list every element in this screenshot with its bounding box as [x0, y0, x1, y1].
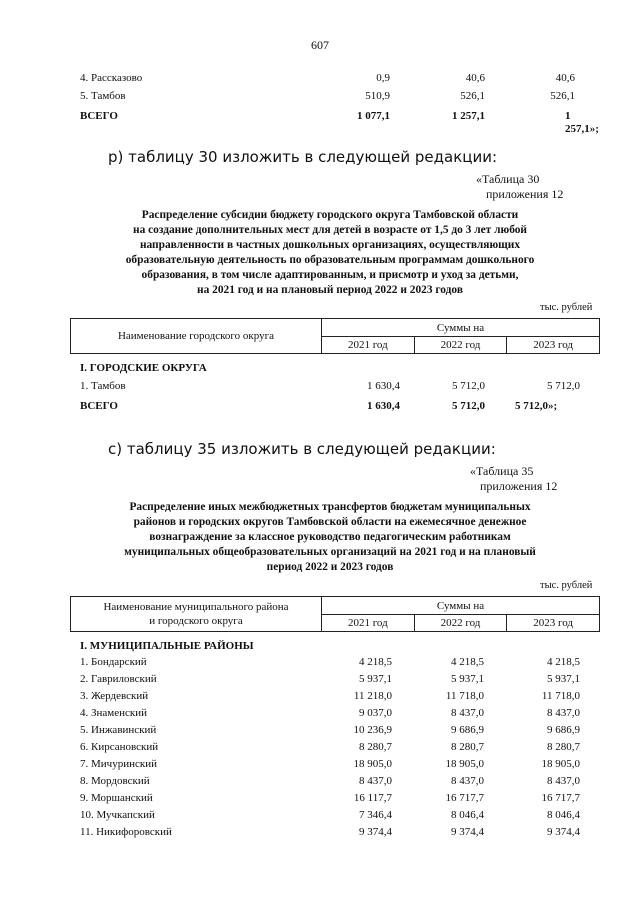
table-row-2023: 5 937,1 — [547, 673, 580, 685]
top-row-2023: 526,1 — [550, 90, 575, 102]
total-2021: 1 630,4 — [367, 400, 400, 412]
table-row-2023: 11 718,0 — [541, 690, 580, 702]
table-row-2021: 9 037,0 — [359, 707, 392, 719]
top-total-2022: 1 257,1 — [452, 110, 485, 122]
top-row-2023: 40,6 — [555, 72, 575, 84]
table-row-2021: 16 117,7 — [353, 792, 392, 804]
top-row-2022: 526,1 — [460, 90, 485, 102]
table-row-2021: 18 905,0 — [353, 758, 392, 770]
table-row-name: 6. Кирсановский — [80, 741, 159, 753]
header-name-col — [71, 597, 322, 632]
table-header-s — [70, 596, 600, 632]
table-row-2023: 8 437,0 — [547, 775, 580, 787]
table-row-2022: 16 717,7 — [445, 792, 484, 804]
table-row-name: 1. Тамбов — [80, 380, 126, 392]
total-2023: 5 712,0»; — [515, 400, 558, 412]
table-row-name: 8. Мордовский — [80, 775, 150, 787]
top-row-2021: 510,9 — [365, 90, 390, 102]
units-label: тыс. рублей — [540, 302, 593, 313]
table-row-2022: 8 437,0 — [451, 775, 484, 787]
table-row-2021: 11 218,0 — [353, 690, 392, 702]
title-line: период 2022 и 2023 годов — [266, 561, 394, 573]
title-line: на 2021 год и на плановый период 2022 и 2023 годов — [197, 284, 463, 296]
table-row-name: 4. Знаменский — [80, 707, 148, 719]
total-2022: 5 712,0 — [452, 400, 485, 412]
table-row-2023: 9 374,4 — [547, 826, 580, 838]
table-row-2022: 8 280,7 — [451, 741, 484, 753]
title-line: образовательную деятельность по образовательным программам дошкольного — [125, 254, 535, 266]
total-label: ВСЕГО — [80, 400, 118, 412]
table-row-2021: 8 437,0 — [359, 775, 392, 787]
title-line: направленности в частных дошкольных организациях, осуществляющих — [139, 239, 521, 251]
table-row-2021: 4 218,5 — [359, 656, 392, 668]
table-row-name: 7. Мичуринский — [80, 758, 157, 770]
top-total-2023: 1 257,1»; — [565, 110, 599, 135]
instruction-r: р) таблицу 30 изложить в следующей редакции: — [108, 148, 498, 166]
header-sums: Суммы на — [322, 319, 600, 337]
table-row-2021: 10 236,9 — [353, 724, 392, 736]
header-name-line: и городского округа — [149, 615, 243, 627]
top-row-2022: 40,6 — [465, 72, 485, 84]
title-line: образования, в том числе адаптированным, и присмотр и уход за детьми, — [141, 269, 519, 281]
table-row-2022: 5 937,1 — [451, 673, 484, 685]
header-2023: 2023 год — [507, 615, 600, 632]
title-line: муниципальных общеобразовательных организаций на 2021 год и на плановый — [124, 546, 536, 558]
header-2022: 2022 год — [414, 615, 507, 632]
table-row-2023: 8 280,7 — [547, 741, 580, 753]
table-row-2021: 1 630,4 — [367, 380, 400, 392]
table-row-name: 10. Мучкапский — [80, 809, 155, 821]
group-label: I. МУНИЦИПАЛЬНЫЕ РАЙОНЫ — [80, 640, 254, 652]
title-line: Распределение иных межбюджетных трансфертов бюджетам муниципальных — [129, 501, 531, 513]
table-title-r — [40, 208, 620, 298]
table-row-2022: 4 218,5 — [451, 656, 484, 668]
title-line: вознаграждение за классное руководство педагогическим работникам — [149, 531, 511, 543]
table-title-s — [40, 500, 620, 575]
table-ref-line2: приложения 12 — [486, 187, 564, 201]
header-2021: 2021 год — [322, 337, 415, 354]
title-line: Распределение субсидии бюджету городского округа Тамбовской области — [141, 209, 519, 221]
title-line: на создание дополнительных мест для детей в возрасте от 1,5 до 3 лет любой — [133, 224, 527, 236]
table-row-2022: 9 686,9 — [451, 724, 484, 736]
table-row-name: 5. Инжавинский — [80, 724, 157, 736]
table-row-2023: 8 437,0 — [547, 707, 580, 719]
top-row-name: 5. Тамбов — [80, 90, 126, 102]
header-2021: 2021 год — [322, 615, 415, 632]
table-row-2023: 16 717,7 — [541, 792, 580, 804]
header-2023: 2023 год — [507, 337, 600, 354]
table-header-r — [70, 318, 600, 354]
top-row-name: 4. Рассказово — [80, 72, 143, 84]
table-row-2022: 18 905,0 — [445, 758, 484, 770]
table-row-2023: 8 046,4 — [547, 809, 580, 821]
table-row-2022: 5 712,0 — [452, 380, 485, 392]
table-row-2022: 8 046,4 — [451, 809, 484, 821]
header-name-line: Наименование муниципального района — [103, 601, 289, 613]
table-row-name: 11. Никифоровский — [80, 826, 172, 838]
table-row-2021: 5 937,1 — [359, 673, 392, 685]
table-ref-line1: «Таблица 30 — [476, 172, 540, 186]
table-row-2021: 7 346,4 — [359, 809, 392, 821]
top-total-label: ВСЕГО — [80, 110, 118, 122]
table-row-2021: 8 280,7 — [359, 741, 392, 753]
group-label: I. ГОРОДСКИЕ ОКРУГА — [80, 362, 207, 374]
page-number: 607 — [311, 38, 329, 52]
table-row-name: 1. Бондарский — [80, 656, 147, 668]
instruction-s: с) таблицу 35 изложить в следующей редакции: — [108, 440, 496, 458]
table-row-2023: 5 712,0 — [547, 380, 580, 392]
table-row-2022: 8 437,0 — [451, 707, 484, 719]
table-ref-line1: «Таблица 35 — [470, 464, 534, 478]
table-row-2023: 9 686,9 — [547, 724, 580, 736]
title-line: районов и городских округов Тамбовской области на ежемесячное денежное — [133, 516, 527, 528]
table-row-2021: 9 374,4 — [359, 826, 392, 838]
header-2022: 2022 год — [414, 337, 507, 354]
table-row-2023: 18 905,0 — [541, 758, 580, 770]
table-row-name: 3. Жердевский — [80, 690, 149, 702]
top-total-2021: 1 077,1 — [357, 110, 390, 122]
units-label: тыс. рублей — [540, 580, 593, 591]
table-row-2022: 9 374,4 — [451, 826, 484, 838]
header-sums: Суммы на — [322, 597, 600, 615]
table-row-2023: 4 218,5 — [547, 656, 580, 668]
table-row-name: 2. Гавриловский — [80, 673, 157, 685]
top-row-2021: 0,9 — [376, 72, 390, 84]
header-name-col: Наименование городского округа — [71, 319, 322, 354]
table-ref-line2: приложения 12 — [480, 479, 558, 493]
table-row-name: 9. Моршанский — [80, 792, 153, 804]
table-row-2022: 11 718,0 — [445, 690, 484, 702]
